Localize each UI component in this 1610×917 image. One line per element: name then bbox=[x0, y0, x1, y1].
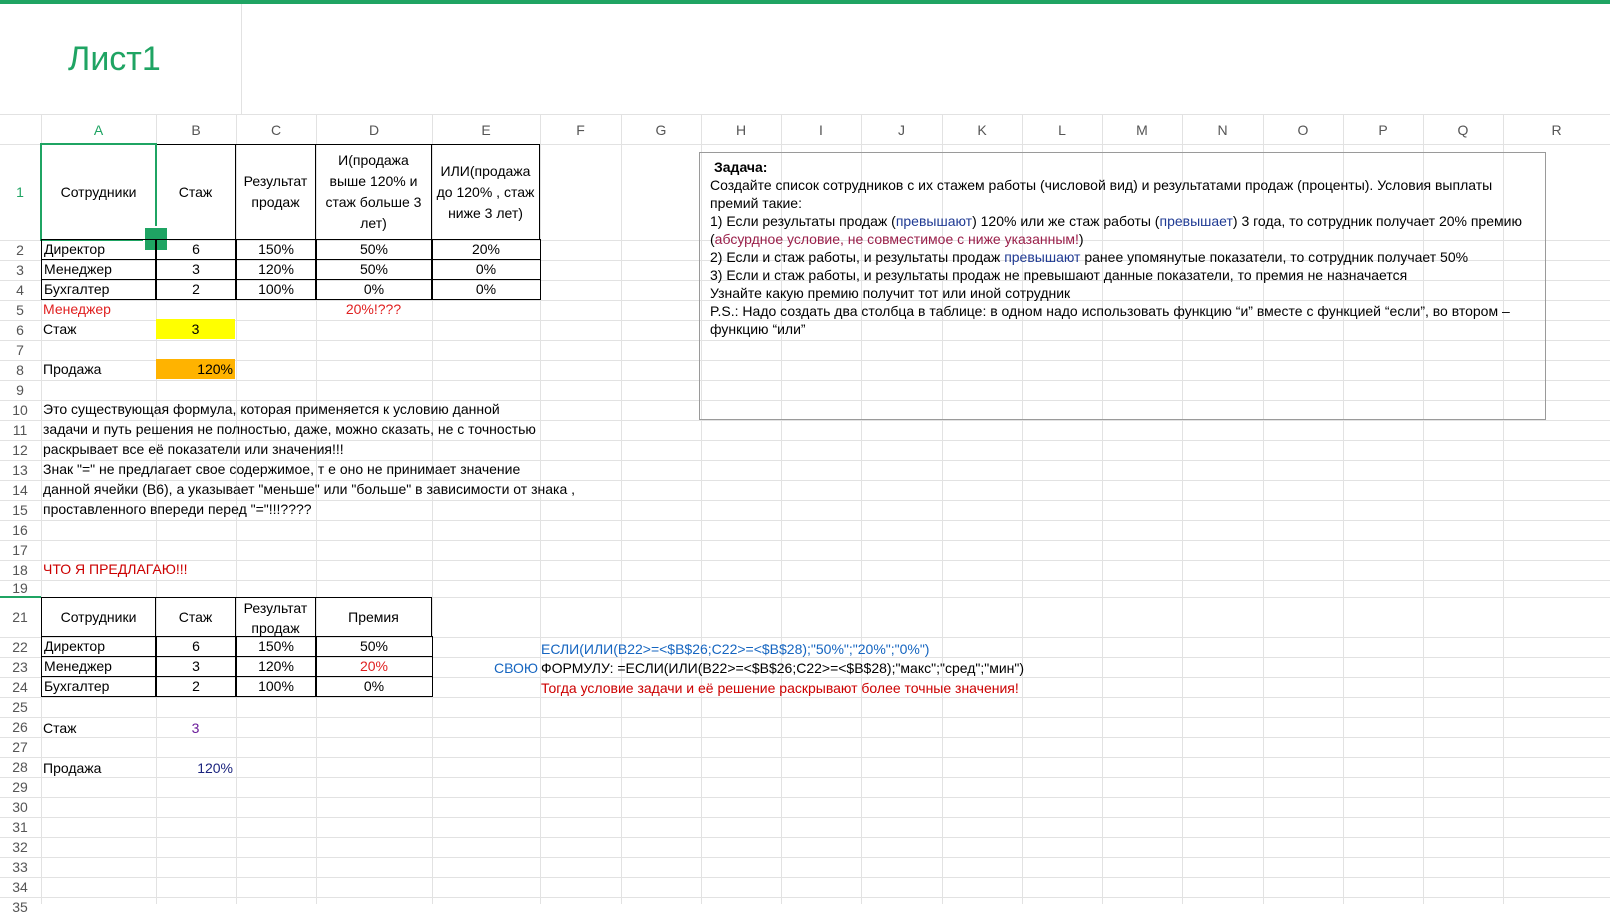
row-header-9[interactable]: 9 bbox=[16, 382, 24, 398]
column-header-a[interactable]: A bbox=[93, 122, 104, 138]
t1-r3-c5[interactable]: 0% bbox=[431, 279, 541, 300]
proposal-heading[interactable]: ЧТО Я ПРЕДЛАГАЮ!!! bbox=[43, 561, 188, 577]
row-header-25[interactable]: 25 bbox=[12, 699, 28, 715]
t2-r3-c3[interactable]: 100% bbox=[235, 676, 317, 697]
t1-r3-c4[interactable]: 0% bbox=[315, 279, 433, 300]
grid-hline bbox=[0, 897, 1610, 898]
grid-hline bbox=[0, 797, 1610, 798]
column-header-d[interactable]: D bbox=[368, 122, 380, 138]
t2-r2-c4[interactable]: 20% bbox=[315, 656, 433, 677]
t1-r1-c5[interactable]: 20% bbox=[431, 239, 541, 260]
task-text-box[interactable] bbox=[699, 152, 1546, 420]
t2-r2-c1[interactable]: Менеджер bbox=[41, 656, 157, 677]
grid-hline bbox=[0, 520, 1610, 521]
task-line-1: Создайте список сотрудников с их стажем работы (числовой вид) и результатами продаж (проценты). Условия выплаты премий такие: bbox=[710, 177, 1493, 211]
column-header-r[interactable]: R bbox=[1551, 122, 1562, 138]
t2-r1-c3[interactable]: 150% bbox=[235, 636, 317, 657]
column-header-h[interactable]: H bbox=[735, 122, 747, 138]
note-line-6[interactable]: проставленного впереди перед "="!!!???? bbox=[43, 501, 312, 517]
task-line-2: 1) Если результаты продаж (превышают) 120% или же стаж работы (превышает) 3 года, то сотрудник получает 20% премию (абсурдное условие, не совместимое с ниже указанным!) bbox=[710, 213, 1522, 247]
row-header-10[interactable]: 10 bbox=[12, 402, 28, 418]
column-header-k[interactable]: K bbox=[977, 122, 987, 138]
r5-d-value[interactable]: 20%!??? bbox=[345, 301, 402, 317]
row-header-28[interactable]: 28 bbox=[12, 759, 28, 775]
grid-hline bbox=[0, 580, 1610, 581]
column-header-b[interactable]: B bbox=[191, 122, 201, 138]
note-line-2[interactable]: задачи и путь решения не полностью, даже, можно сказать, не с точностью bbox=[43, 421, 536, 437]
row-header-2[interactable]: 2 bbox=[16, 242, 24, 258]
task-line-5: Узнайте какую премию получит тот или иной сотрудник bbox=[710, 285, 1071, 301]
row-header-16[interactable]: 16 bbox=[12, 522, 28, 538]
row-header-26[interactable]: 26 bbox=[12, 719, 28, 735]
t2-r2-c2[interactable]: 3 bbox=[155, 656, 237, 677]
grid-hline bbox=[0, 877, 1610, 878]
t1-r1-c2[interactable]: 6 bbox=[155, 239, 237, 260]
r6-tenure-value[interactable]: 3 bbox=[156, 319, 235, 339]
column-header-l[interactable]: L bbox=[1058, 122, 1066, 138]
column-header-o[interactable]: O bbox=[1297, 122, 1309, 138]
column-header-m[interactable]: M bbox=[1136, 122, 1148, 138]
r28-sales-label[interactable]: Продажа bbox=[43, 760, 102, 776]
t1-r2-c5[interactable]: 0% bbox=[431, 259, 541, 280]
row-header-15[interactable]: 15 bbox=[12, 502, 28, 518]
row-header-32[interactable]: 32 bbox=[12, 839, 28, 855]
row-header-23[interactable]: 23 bbox=[12, 659, 28, 675]
row-header-11[interactable]: 11 bbox=[12, 422, 28, 438]
grid-hline bbox=[0, 857, 1610, 858]
r8-sales-value[interactable]: 120% bbox=[156, 359, 235, 379]
t1-r2-c4[interactable]: 50% bbox=[315, 259, 433, 280]
t1-r2-c1[interactable]: Менеджер bbox=[41, 259, 157, 280]
t2-r1-c2[interactable]: 6 bbox=[155, 636, 237, 657]
t2-r1-c4[interactable]: 50% bbox=[315, 636, 433, 657]
row-header-1[interactable]: 1 bbox=[16, 184, 24, 200]
row-header-5[interactable]: 5 bbox=[16, 302, 24, 318]
t2-header-sales-result[interactable]: Результат продаж bbox=[235, 597, 316, 637]
formula-conclusion[interactable]: Тогда условие задачи и её решение раскрывают более точные значения! bbox=[541, 680, 1019, 696]
grid-hline bbox=[0, 540, 1610, 541]
formula-custom[interactable]: ФОРМУЛУ: =ЕСЛИ(ИЛИ(B22>=<$B$26;C22>=<$B$28);"макс";"сред";"мин") bbox=[541, 660, 1025, 676]
row-header-4[interactable]: 4 bbox=[16, 282, 24, 298]
task-line-6: P.S.: Надо создать два столбца в таблице: в одном надо использовать функцию “и” вместе с функцией “если”, во втором – функцию “или” bbox=[710, 303, 1510, 337]
t1-header-employees[interactable]: Сотрудники bbox=[41, 144, 156, 240]
task-heading: Задача: bbox=[714, 159, 768, 175]
note-line-3[interactable]: раскрывает все её показатели или значения!!! bbox=[43, 441, 344, 457]
row-header-31[interactable]: 31 bbox=[12, 819, 28, 835]
r5-manager[interactable]: Менеджер bbox=[43, 301, 111, 317]
row-header-14[interactable]: 14 bbox=[12, 482, 28, 498]
column-header-p[interactable]: P bbox=[1378, 122, 1388, 138]
row-header-19[interactable]: 19 bbox=[12, 580, 28, 596]
r26-tenure-value[interactable]: 3 bbox=[191, 720, 200, 736]
t1-header-sales-result[interactable]: Результат продаж bbox=[235, 144, 316, 240]
row-header-21[interactable]: 21 bbox=[12, 609, 28, 625]
sheet-title: Лист1 bbox=[68, 40, 161, 78]
hidden-row-marker bbox=[0, 596, 41, 598]
t1-header-and-formula[interactable]: И(продажа выше 120% и стаж больше 3 лет) bbox=[315, 144, 432, 240]
note-line-1[interactable]: Это существующая формула, которая применяется к условию данной bbox=[43, 401, 500, 417]
row-header-22[interactable]: 22 bbox=[12, 639, 28, 655]
grid-hline bbox=[0, 777, 1610, 778]
grid-hline bbox=[0, 560, 1610, 561]
t2-r2-c3[interactable]: 120% bbox=[235, 656, 317, 677]
note-line-5[interactable]: данной ячейки (B6), а указывает "меньше" или "больше" в зависимости от знака , bbox=[43, 481, 576, 497]
row-header-35[interactable]: 35 bbox=[12, 899, 28, 915]
grid-hline bbox=[0, 817, 1610, 818]
row-header-3[interactable]: 3 bbox=[16, 262, 24, 278]
row-header-34[interactable]: 34 bbox=[12, 879, 28, 895]
r8-sales-label[interactable]: Продажа bbox=[43, 361, 102, 377]
cell-selection[interactable] bbox=[40, 143, 157, 241]
t1-r1-c1[interactable]: Директор bbox=[41, 239, 157, 260]
t1-r3-c2[interactable]: 2 bbox=[155, 279, 237, 300]
t2-header-employees[interactable]: Сотрудники bbox=[41, 597, 156, 637]
t2-r1-c1[interactable]: Директор bbox=[41, 636, 157, 657]
row-header-33[interactable]: 33 bbox=[12, 859, 28, 875]
row-header-30[interactable]: 30 bbox=[12, 799, 28, 815]
grid-hline bbox=[0, 114, 1610, 115]
column-header-e[interactable]: E bbox=[481, 122, 491, 138]
t2-header-bonus[interactable]: Премия bbox=[315, 597, 432, 637]
row-header-7[interactable]: 7 bbox=[16, 342, 24, 358]
r28-sales-value[interactable]: 120% bbox=[197, 760, 233, 776]
t1-r3-c3[interactable]: 100% bbox=[235, 279, 317, 300]
task-line-4: 3) Если и стаж работы, и результаты продаж не превышают данные показатели, то премия не назначается bbox=[710, 267, 1408, 283]
column-header-j[interactable]: J bbox=[898, 122, 905, 138]
formula-prefix[interactable]: СВОЮ bbox=[493, 660, 538, 676]
t2-r3-c4[interactable]: 0% bbox=[315, 676, 433, 697]
task-line-3: 2) Если и стаж работы, и результаты продаж превышают ранее упомянутые показатели, то сотрудник получает 50% bbox=[710, 249, 1469, 265]
formula-or[interactable]: ЕСЛИ(ИЛИ(B22>=<$B$26;C22>=<$B$28);"50%";"20%";"0%") bbox=[541, 641, 930, 657]
column-header-g[interactable]: G bbox=[655, 122, 667, 138]
column-header-q[interactable]: Q bbox=[1457, 122, 1469, 138]
r6-tenure-label[interactable]: Стаж bbox=[43, 321, 77, 337]
column-header-c[interactable]: C bbox=[270, 122, 282, 138]
row-header-12[interactable]: 12 bbox=[12, 442, 28, 458]
grid-hline bbox=[0, 717, 1610, 718]
row-header-17[interactable]: 17 bbox=[12, 542, 28, 558]
t1-r3-c1[interactable]: Бухгалтер bbox=[41, 279, 157, 300]
column-header-i[interactable]: I bbox=[819, 122, 823, 138]
grid-hline bbox=[0, 837, 1610, 838]
row-header-27[interactable]: 27 bbox=[12, 739, 28, 755]
r26-tenure-label[interactable]: Стаж bbox=[43, 720, 77, 736]
t1-r1-c4[interactable]: 50% bbox=[315, 239, 433, 260]
column-header-n[interactable]: N bbox=[1217, 122, 1228, 138]
row-header-29[interactable]: 29 bbox=[12, 779, 28, 795]
grid-vline bbox=[621, 114, 622, 904]
t2-r3-c1[interactable]: Бухгалтер bbox=[41, 676, 157, 697]
t2-r3-c2[interactable]: 2 bbox=[155, 676, 237, 697]
row-header-24[interactable]: 24 bbox=[12, 679, 28, 695]
t1-r2-c2[interactable]: 3 bbox=[155, 259, 237, 280]
row-header-8[interactable]: 8 bbox=[16, 362, 24, 378]
t1-r1-c3[interactable]: 150% bbox=[235, 239, 317, 260]
grid-hline bbox=[0, 737, 1610, 738]
t1-header-tenure[interactable]: Стаж bbox=[155, 144, 236, 240]
t2-header-tenure[interactable]: Стаж bbox=[155, 597, 236, 637]
note-line-4[interactable]: Знак "=" не предлагает свое содержимое, т е оно не принимает значение bbox=[43, 461, 521, 477]
row-header-18[interactable]: 18 bbox=[12, 562, 28, 578]
column-header-f[interactable]: F bbox=[576, 122, 585, 138]
grid-hline bbox=[0, 757, 1610, 758]
row-header-6[interactable]: 6 bbox=[16, 322, 24, 338]
t1-r2-c3[interactable]: 120% bbox=[235, 259, 317, 280]
row-header-13[interactable]: 13 bbox=[12, 462, 28, 478]
t1-header-or-formula[interactable]: ИЛИ(продажа до 120% , стаж ниже 3 лет) bbox=[431, 144, 540, 240]
grid-vline bbox=[540, 114, 541, 904]
